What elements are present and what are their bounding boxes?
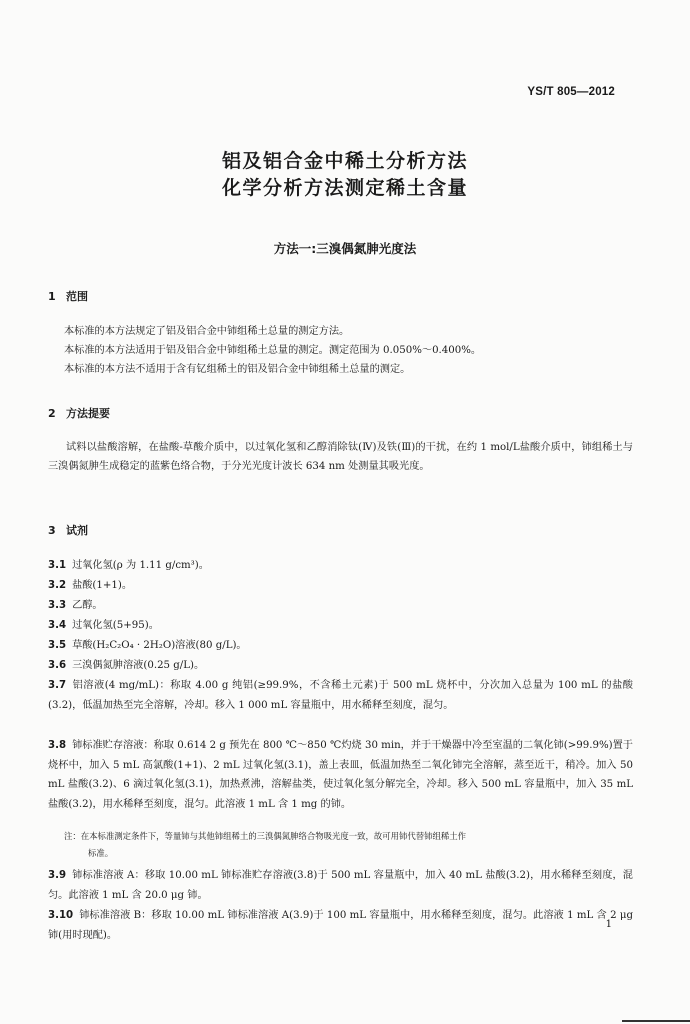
reagent-text: 乙醇。 [72,600,103,611]
section-number: 3 [48,524,56,537]
reagent-text: 铝溶液(4 mg/mL)：称取 4.00 g 纯铝(≥99.9%，不含稀土元素)于 500 mL 烧杯中，分次加入总量为 100 mL 的盐酸(3.2)，低温加热至完全溶解，冷却。移入 1 000 mL 容量瓶中，用水稀释至刻度，混匀。 [48,680,633,711]
reagent-number: 3.4 [48,620,67,631]
reagent-item [48,736,633,814]
reagent-text: 过氧化氢(5+95)。 [72,620,159,631]
note-line-1: 注：在本标准测定条件下，等量铈与其他铈组稀土的三溴偶氮胂络合物吸光度一致，故可用铈代替铈组稀土作 [64,831,466,841]
standard-code: YS/T 805—2012 [527,86,615,98]
reagent-item [48,676,633,715]
reagent-text: 过氧化氢(ρ 为 1.11 g/cm³)。 [72,560,209,571]
reagent-item [48,866,633,905]
reagent-number: 3.7 [48,680,67,691]
reagent-number: 3.3 [48,600,67,611]
footer-rule [622,1020,690,1022]
reagent-number: 3.2 [48,580,67,591]
section-number: 2 [48,407,56,420]
section-heading-scope [48,288,88,304]
section-number: 1 [48,290,56,303]
section-heading-reagents [48,522,88,538]
scope-line-1: 本标准的本方法规定了铝及铝合金中铈组稀土总量的测定方法。 [64,326,350,337]
reagent-item [48,596,633,616]
section-title: 试剂 [66,524,88,537]
reagent-item [48,906,633,945]
reagent-number: 3.8 [48,740,67,751]
reagent-text: 盐酸(1+1)。 [72,580,133,591]
scope-line-2: 本标准的本方法适用于铝及铝合金中铈组稀土总量的测定。测定范围为 0.050%～0.400%。 [64,345,482,356]
reagent-number: 3.9 [48,870,67,881]
reagent-text: 铈标准溶液 B：移取 10.00 mL 铈标准溶液 A(3.9)于 100 mL 容量瓶中，用水稀释至刻度，混匀。此溶液 1 mL 含 2 μg 铈(用时现配)。 [48,910,633,941]
scope-line-3: 本标准的本方法不适用于含有钇组稀土的铝及铝合金中铈组稀土总量的测定。 [64,364,411,375]
section-title: 方法提要 [66,407,110,420]
method-title: 方法一:三溴偶氮胂光度法 [273,241,417,256]
reagent-item [48,656,633,676]
reagent-item [48,636,633,656]
reagent-number: 3.6 [48,660,67,671]
reagent-text: 铈标准贮存溶液：称取 0.614 2 g 预先在 800 ℃～850 ℃灼烧 30 min，并于干燥器中冷至室温的二氧化铈(>99.9%)置于烧杯中，加入 5 mL 高氯酸(1+1)、2 mL 过氧化氢(3.1)，盖上表皿，低温加热至二氧化铈完全溶解，蒸至近干，稍冷。加入 50 mL 盐酸(3.2)、6 滴过氧化氢(3.1)，加热煮沸，溶解盐类，使过氧化氢分解完全，冷却。移入 500 mL 容量瓶中，加入 35 mL 盐酸(3.2)，用水稀释至刻度，混匀。此溶液 1 mL 含 1 mg 的铈。 [48,740,633,810]
reagent-text: 草酸(H₂C₂O₄ · 2H₂O)溶液(80 g/L)。 [72,640,247,651]
reagent-item [48,556,633,576]
reagent-number: 3.10 [48,910,74,921]
document-title-line-2: 化学分析方法测定稀土含量 [221,177,468,199]
reagent-text: 三溴偶氮胂溶液(0.25 g/L)。 [72,660,205,671]
document-title-line-1: 铝及铝合金中稀土分析方法 [221,150,468,172]
reagent-text: 铈标准溶液 A：移取 10.00 mL 铈标准贮存溶液(3.8)于 500 mL 容量瓶中，加入 40 mL 盐酸(3.2)，用水稀释至刻度，混匀。此溶液 1 mL 含 20.0 μg 铈。 [48,870,633,901]
page-number: 1 [605,919,612,930]
section-heading-principle [48,405,110,421]
section-title: 范围 [66,290,88,303]
reagent-item [48,576,633,596]
reagent-number: 3.1 [48,560,67,571]
reagent-item [48,616,633,636]
principle-paragraph: 试料以盐酸溶解，在盐酸-草酸介质中，以过氧化氢和乙醇消除钛(Ⅳ)及铁(Ⅲ)的干扰，在约 1 mol/L盐酸介质中，铈组稀土与三溴偶氮胂生成稳定的蓝紫色络合物，于分光光度计波长 634 nm 处测量其吸光度。 [48,442,633,472]
note-line-2: 标准。 [88,848,114,858]
reagent-number: 3.5 [48,640,67,651]
